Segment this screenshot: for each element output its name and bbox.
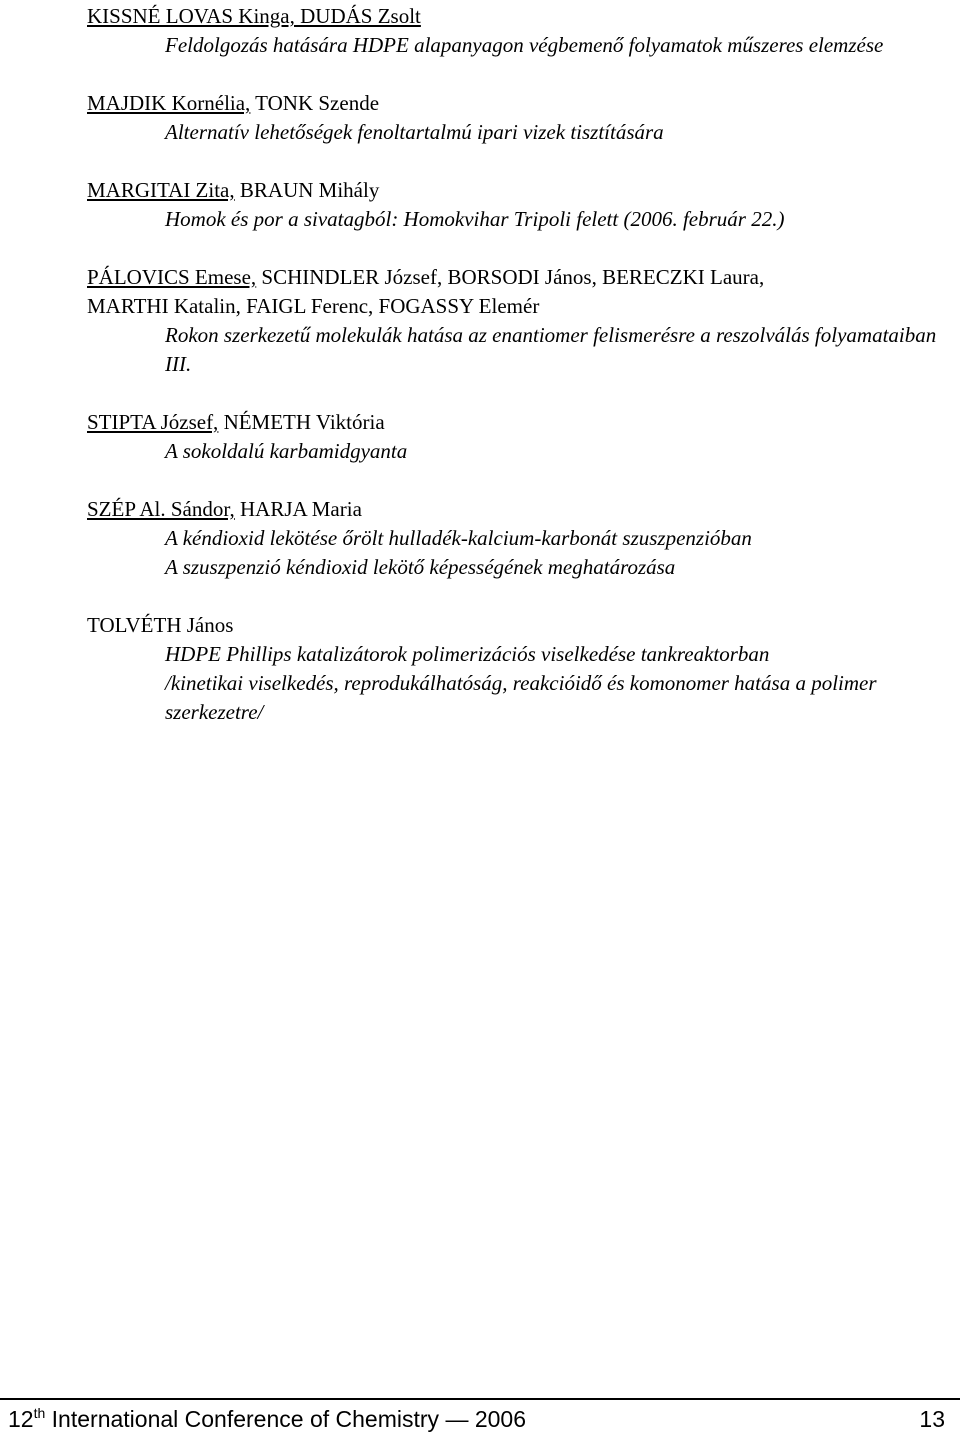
presenting-author: KISSNÉ LOVAS Kinga, DUDÁS Zsolt — [87, 4, 421, 28]
conference-title: International Conference of Chemistry — [51, 1406, 440, 1432]
title-line: Alternatív lehetőségek fenoltartalmú ipari vizek tisztítására — [165, 120, 664, 144]
title-line: Feldolgozás hatására HDPE alapanyagon végbemenő folyamatok műszeres elemzése — [165, 33, 884, 57]
abstract-title — [87, 321, 955, 379]
list-item — [87, 2, 957, 60]
title-line: Rokon szerkezetű molekulák hatása az enantiomer felismerésre a reszolválás folyamataiban III. — [165, 323, 937, 376]
authors — [87, 495, 957, 524]
abstract-list — [87, 2, 957, 756]
list-item — [87, 176, 957, 234]
title-line: A kéndioxid lekötése őrölt hulladék-kalcium-karbonát szuszpenzióban — [165, 526, 752, 550]
presenting-author: SZÉP Al. Sándor, — [87, 497, 235, 521]
co-authors: BRAUN Mihály — [234, 178, 380, 202]
title-line: A szuszpenzió kéndioxid lekötő képességének meghatározása — [165, 555, 676, 579]
conference-year: 2006 — [474, 1406, 526, 1432]
authors — [87, 611, 957, 640]
authors-line-2: MARTHI Katalin, FAIGL Ferenc, FOGASSY Elemér — [87, 294, 540, 318]
co-authors: SCHINDLER József, BORSODI János, BERECZKI Laura, — [256, 265, 765, 289]
list-item — [87, 495, 957, 582]
authors — [87, 263, 957, 292]
authors — [87, 2, 957, 31]
abstract-title — [87, 205, 955, 234]
abstract-title — [87, 118, 955, 147]
presenting-author: TOLVÉTH János — [87, 613, 234, 637]
footer-dash: — — [445, 1406, 469, 1432]
presenting-author: PÁLOVICS Emese, — [87, 265, 257, 289]
presenting-author: STIPTA József, — [87, 410, 219, 434]
co-authors: HARJA Maria — [234, 497, 362, 521]
co-authors: TONK Szende — [250, 91, 380, 115]
abstract-title — [87, 31, 955, 60]
title-line: HDPE Phillips katalizátorok polimerizációs viselkedése tankreaktorban — [165, 642, 770, 666]
title-line: Homok és por a sivatagból: Homokvihar Tripoli felett (2006. február 22.) — [165, 207, 785, 231]
abstract-title — [87, 524, 955, 582]
conference-name — [8, 1406, 526, 1433]
abstract-title — [87, 437, 955, 466]
page-number: 13 — [919, 1406, 945, 1432]
authors — [87, 89, 957, 118]
presenting-author: MAJDIK Kornélia, — [87, 91, 251, 115]
page-footer — [0, 1398, 960, 1439]
presenting-author: MARGITAI Zita, — [87, 178, 235, 202]
list-item — [87, 408, 957, 466]
title-line: /kinetikai viselkedés, reprodukálhatóság, reakcióidő és komonomer hatása a polimer szerkezetre/ — [165, 671, 877, 724]
edition-ordinal: th — [33, 1405, 46, 1421]
edition-number: 12 — [8, 1406, 34, 1432]
list-item — [87, 263, 957, 379]
title-line: A sokoldalú karbamidgyanta — [165, 439, 408, 463]
list-item — [87, 611, 957, 727]
list-item — [87, 89, 957, 147]
authors — [87, 408, 957, 437]
abstract-title — [87, 640, 955, 727]
authors — [87, 176, 957, 205]
co-authors: NÉMETH Viktória — [218, 410, 385, 434]
